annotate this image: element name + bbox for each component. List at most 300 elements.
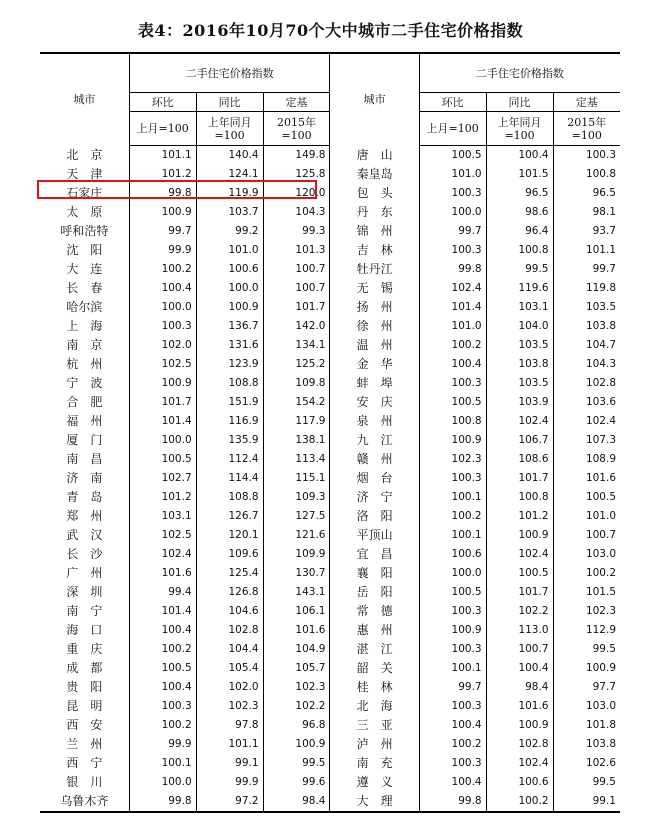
fixed-value: 125.2 [263,355,330,374]
fixed-value: 101.8 [553,716,620,735]
fixed-value: 98.1 [553,203,620,222]
mom-value: 99.8 [129,184,196,203]
fixed-value: 101.3 [263,241,330,260]
fixed-value: 102.6 [553,754,620,773]
mom-value: 100.1 [419,659,486,678]
table-row [40,355,620,374]
mom-value: 99.8 [419,792,486,812]
yoy-value: 104.0 [486,317,553,336]
fixed-value: 100.5 [553,488,620,507]
mom-value: 100.3 [419,640,486,659]
mom-value: 100.6 [419,545,486,564]
table-row [40,640,620,659]
yoy-value: 119.9 [196,184,263,203]
yoy-value: 102.4 [486,412,553,431]
city-name: 成 都 [66,661,103,675]
fixed-value: 99.5 [553,640,620,659]
table-row [40,317,620,336]
city-name: 赣 州 [330,450,419,469]
fixed-value: 104.7 [553,336,620,355]
city-name: 北 京 [66,147,103,162]
fixed-value: 102.3 [263,678,330,697]
yoy-value: 103.9 [486,393,553,412]
table-row [40,697,620,716]
yoy-value: 100.4 [486,146,553,166]
fixed-value: 138.1 [263,431,330,450]
fixed-value: 100.2 [553,564,620,583]
yoy-value: 100.8 [486,488,553,507]
mom-value: 102.4 [419,279,486,298]
yoy-value: 102.8 [196,621,263,640]
column-header-city-right: 城市 [330,53,419,146]
yoy-value: 101.7 [486,469,553,488]
yoy-value: 101.7 [486,583,553,602]
city-name: 遵 义 [330,773,419,792]
yoy-value: 116.9 [196,412,263,431]
table-row [40,773,620,792]
yoy-value: 124.1 [196,165,263,184]
mom-value: 100.9 [129,203,196,222]
table-row [40,298,620,317]
fixed-value: 100.3 [553,146,620,166]
mom-value: 100.3 [419,697,486,716]
yoy-value: 102.0 [196,678,263,697]
fixed-value: 117.9 [263,412,330,431]
mom-value: 99.7 [419,222,486,241]
fixed-value: 101.6 [263,621,330,640]
fixed-value: 103.0 [553,545,620,564]
yoy-value: 100.9 [486,716,553,735]
fixed-value: 100.9 [263,735,330,754]
city-name: 上 海 [66,319,103,333]
fixed-value: 97.7 [553,678,620,697]
city-name: 武 汉 [66,528,103,542]
yoy-value: 108.6 [486,450,553,469]
mom-value: 102.0 [129,336,196,355]
mom-value: 100.2 [419,336,486,355]
price-index-table [40,52,620,813]
yoy-value: 131.6 [196,336,263,355]
mom-value: 100.9 [419,621,486,640]
mom-value: 100.3 [419,241,486,260]
mom-value: 103.1 [129,507,196,526]
table-row [40,507,620,526]
mom-value: 102.5 [129,526,196,545]
yoy-value: 102.8 [486,735,553,754]
yoy-value: 105.4 [196,659,263,678]
fixed-value: 112.9 [553,621,620,640]
yoy-value: 100.4 [486,659,553,678]
mom-value: 100.0 [129,773,196,792]
fixed-value: 101.1 [553,241,620,260]
column-header-mom-right: 环比 [419,93,486,112]
city-name: 杭 州 [66,357,103,371]
table-row [40,279,620,298]
yoy-value: 100.7 [486,640,553,659]
table-row [40,621,620,640]
yoy-value: 125.4 [196,564,263,583]
city-name: 岳 阳 [330,583,419,602]
fixed-value: 109.8 [263,374,330,393]
table-row [40,488,620,507]
city-name: 长 春 [66,281,103,295]
city-name: 锦 州 [330,222,419,241]
yoy-value: 100.9 [196,298,263,317]
mom-value: 100.4 [129,279,196,298]
city-name: 安 庆 [330,393,419,412]
yoy-value: 103.8 [486,355,553,374]
fixed-value: 108.9 [553,450,620,469]
column-group-header-right: 二手住宅价格指数 [419,53,620,93]
yoy-value: 101.0 [196,241,263,260]
table-row [40,583,620,602]
table-row [40,412,620,431]
city-name: 南 宁 [66,604,103,618]
table-row [40,678,620,697]
mom-value: 100.5 [419,146,486,166]
mom-value: 101.4 [129,412,196,431]
yoy-value: 101.1 [196,735,263,754]
mom-value: 101.2 [129,488,196,507]
table-title: 表4：2016年10月70个大中城市二手住宅价格指数 [137,21,524,40]
mom-value: 99.4 [129,583,196,602]
city-name: 深 圳 [66,585,103,599]
yoy-value: 126.8 [196,583,263,602]
column-group-header-left: 二手住宅价格指数 [129,53,330,93]
mom-value: 100.0 [419,564,486,583]
city-name: 吉 林 [330,241,419,260]
mom-value: 101.7 [129,393,196,412]
city-name: 北 海 [330,697,419,716]
fixed-value: 149.8 [263,146,330,166]
mom-value: 100.5 [129,659,196,678]
fixed-value: 115.1 [263,469,330,488]
table-row [40,374,620,393]
mom-value: 100.2 [419,507,486,526]
city-name: 大 连 [66,262,103,276]
mom-value: 99.9 [129,735,196,754]
city-name: 唐 山 [330,146,419,166]
mom-value: 100.3 [129,697,196,716]
yoy-value: 99.9 [196,773,263,792]
yoy-value: 123.9 [196,355,263,374]
fixed-value: 101.0 [553,507,620,526]
mom-value: 102.4 [129,545,196,564]
column-header-fixed-left: 定基 [263,93,330,112]
table-row [40,203,620,222]
mom-value: 100.0 [129,298,196,317]
fixed-value: 104.3 [553,355,620,374]
city-name: 湛 江 [330,640,419,659]
table-row [40,260,620,279]
yoy-value: 104.4 [196,640,263,659]
yoy-value: 126.7 [196,507,263,526]
table-row [40,545,620,564]
city-name: 长 沙 [66,547,103,561]
city-name: 无 锡 [330,279,419,298]
yoy-value: 100.2 [486,792,553,812]
fixed-value: 104.9 [263,640,330,659]
yoy-value: 102.3 [196,697,263,716]
yoy-value: 136.7 [196,317,263,336]
city-name: 泸 州 [330,735,419,754]
city-name: 青 岛 [66,490,103,504]
city-name: 西 宁 [66,756,103,770]
yoy-value: 151.9 [196,393,263,412]
mom-value: 100.4 [129,621,196,640]
city-name: 天 津 [66,167,103,181]
mom-value: 101.6 [129,564,196,583]
mom-value: 100.2 [129,640,196,659]
fixed-value: 103.6 [553,393,620,412]
mom-value: 102.3 [419,450,486,469]
city-name: 郑 州 [66,509,103,523]
city-name: 韶 关 [330,659,419,678]
fixed-value: 99.3 [263,222,330,241]
city-name: 贵 阳 [66,680,103,694]
mom-value: 100.2 [419,735,486,754]
fixed-value: 105.7 [263,659,330,678]
city-name: 扬 州 [330,298,419,317]
fixed-value: 100.9 [553,659,620,678]
city-name: 太 原 [66,205,103,219]
city-name: 大 理 [330,792,419,812]
mom-value: 100.3 [419,184,486,203]
table-row [40,184,620,203]
mom-value: 100.0 [419,203,486,222]
mom-value: 101.4 [419,298,486,317]
city-name: 平顶山 [330,526,419,545]
mom-value: 100.3 [129,317,196,336]
yoy-value: 108.8 [196,374,263,393]
fixed-value: 109.3 [263,488,330,507]
table-row [40,469,620,488]
mom-value: 99.9 [129,241,196,260]
mom-value: 100.2 [129,716,196,735]
base-label-mom-right: 上月=100 [419,112,486,146]
fixed-value: 99.5 [553,773,620,792]
mom-value: 100.9 [419,431,486,450]
city-name: 济 宁 [330,488,419,507]
table-row [40,526,620,545]
fixed-value: 109.9 [263,545,330,564]
table-row [40,393,620,412]
mom-value: 99.7 [419,678,486,697]
mom-value: 100.5 [129,450,196,469]
city-name: 包 头 [330,184,419,203]
yoy-value: 103.7 [196,203,263,222]
fixed-value: 142.0 [263,317,330,336]
yoy-value: 99.1 [196,754,263,773]
table-row [40,222,620,241]
city-name: 泉 州 [330,412,419,431]
yoy-value: 114.4 [196,469,263,488]
fixed-value: 102.2 [263,697,330,716]
base-label-mom-left: 上月=100 [129,112,196,146]
city-name: 三 亚 [330,716,419,735]
yoy-value: 100.9 [486,526,553,545]
fixed-value: 99.5 [263,754,330,773]
yoy-value: 120.1 [196,526,263,545]
city-name: 金 华 [330,355,419,374]
city-name: 宁 波 [66,376,103,390]
city-name: 洛 阳 [330,507,419,526]
yoy-value: 97.8 [196,716,263,735]
fixed-value: 104.3 [263,203,330,222]
yoy-value: 101.5 [486,165,553,184]
yoy-value: 106.7 [486,431,553,450]
fixed-value: 101.7 [263,298,330,317]
mom-value: 101.1 [129,146,196,166]
fixed-value: 102.4 [553,412,620,431]
column-header-yoy-right: 同比 [486,93,553,112]
yoy-value: 100.6 [196,260,263,279]
table-row [40,146,620,166]
city-name: 济 南 [66,471,103,485]
mom-value: 101.4 [129,602,196,621]
yoy-value: 99.2 [196,222,263,241]
fixed-value: 101.6 [553,469,620,488]
yoy-value: 119.6 [486,279,553,298]
yoy-value: 97.2 [196,792,263,812]
city-name: 南 充 [330,754,419,773]
city-name: 蚌 埠 [330,374,419,393]
yoy-value: 103.5 [486,336,553,355]
city-name: 襄 阳 [330,564,419,583]
column-header-fixed-right: 定基 [553,93,620,112]
fixed-value: 103.0 [553,697,620,716]
mom-value: 100.8 [419,412,486,431]
mom-value: 102.5 [129,355,196,374]
yoy-value: 135.9 [196,431,263,450]
mom-value: 99.8 [419,260,486,279]
fixed-value: 121.6 [263,526,330,545]
fixed-value: 98.4 [263,792,330,812]
fixed-value: 103.5 [553,298,620,317]
fixed-value: 102.8 [553,374,620,393]
fixed-value: 119.8 [553,279,620,298]
mom-value: 99.8 [129,792,196,812]
yoy-value: 102.4 [486,545,553,564]
fixed-value: 99.6 [263,773,330,792]
yoy-value: 112.4 [196,450,263,469]
yoy-value: 108.8 [196,488,263,507]
table-row [40,602,620,621]
table-row [40,735,620,754]
city-name: 桂 林 [330,678,419,697]
mom-value: 100.4 [419,773,486,792]
city-name: 福 州 [66,414,103,428]
city-name: 宜 昌 [330,545,419,564]
fixed-value: 134.1 [263,336,330,355]
city-name: 重 庆 [66,642,103,656]
mom-value: 100.1 [419,526,486,545]
mom-value: 101.2 [129,165,196,184]
mom-value: 100.5 [419,393,486,412]
mom-value: 100.9 [129,374,196,393]
yoy-value: 103.5 [486,374,553,393]
city-name: 烟 台 [330,469,419,488]
yoy-value: 102.2 [486,602,553,621]
yoy-value: 100.5 [486,564,553,583]
city-name: 呼和浩特 [60,224,109,238]
yoy-value: 101.2 [486,507,553,526]
fixed-value: 100.7 [553,526,620,545]
fixed-value: 101.5 [553,583,620,602]
column-header-city-left: 城市 [40,53,129,146]
fixed-value: 103.8 [553,735,620,754]
yoy-value: 102.4 [486,754,553,773]
yoy-value: 101.6 [486,697,553,716]
fixed-value: 100.8 [553,165,620,184]
table-row [40,754,620,773]
yoy-value: 99.5 [486,260,553,279]
city-name: 乌鲁木齐 [40,792,129,812]
mom-value: 101.0 [419,317,486,336]
table-row [40,716,620,735]
city-name: 九 江 [330,431,419,450]
mom-value: 100.3 [419,602,486,621]
fixed-value: 113.4 [263,450,330,469]
fixed-value: 107.3 [553,431,620,450]
city-name: 昆 明 [66,699,103,713]
yoy-value: 100.0 [196,279,263,298]
yoy-value: 96.5 [486,184,553,203]
yoy-value: 140.4 [196,146,263,166]
fixed-value: 143.1 [263,583,330,602]
fixed-value: 120.0 [263,184,330,203]
mom-value: 102.7 [129,469,196,488]
city-name: 厦 门 [66,433,103,447]
city-name: 海 口 [66,623,103,637]
mom-value: 100.2 [129,260,196,279]
fixed-value: 96.8 [263,716,330,735]
yoy-value: 98.4 [486,678,553,697]
mom-value: 100.5 [419,583,486,602]
yoy-value: 100.8 [486,241,553,260]
table-row [40,336,620,355]
yoy-value: 104.6 [196,602,263,621]
yoy-value: 98.6 [486,203,553,222]
city-name: 丹 东 [330,203,419,222]
fixed-value: 100.7 [263,260,330,279]
city-name: 银 川 [66,775,103,789]
yoy-value: 96.4 [486,222,553,241]
city-name: 牡丹江 [330,260,419,279]
fixed-value: 127.5 [263,507,330,526]
fixed-value: 154.2 [263,393,330,412]
city-name: 石家庄 [66,186,103,200]
fixed-value: 103.8 [553,317,620,336]
mom-value: 100.1 [419,488,486,507]
city-name: 温 州 [330,336,419,355]
city-name: 徐 州 [330,317,419,336]
mom-value: 100.3 [419,374,486,393]
mom-value: 101.0 [419,165,486,184]
table-row [40,431,620,450]
city-name: 西 安 [66,718,103,732]
fixed-value: 102.3 [553,602,620,621]
base-label-fixed-right: 2015年=100 [553,112,620,146]
mom-value: 100.4 [419,355,486,374]
city-name: 合 肥 [66,395,103,409]
mom-value: 100.4 [129,678,196,697]
table-body [40,146,620,813]
yoy-value: 113.0 [486,621,553,640]
base-label-yoy-right: 上年同月=100 [486,112,553,146]
base-label-yoy-left: 上年同月=100 [196,112,263,146]
mom-value: 100.3 [419,754,486,773]
